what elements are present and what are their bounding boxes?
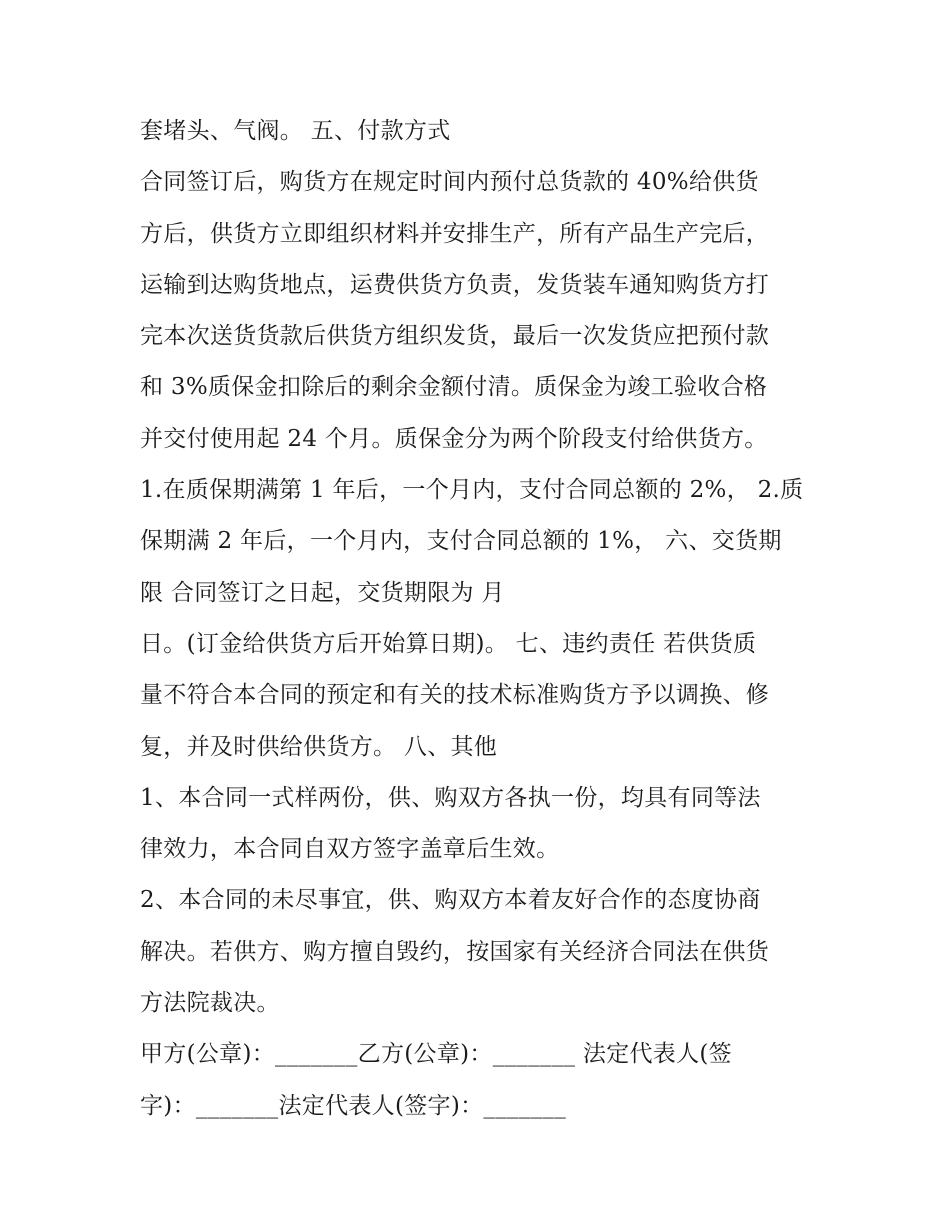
text-line: 限 合同签订之日起，交货期限为 月 — [140, 579, 505, 606]
text-line: 日。(订金给供货方后开始算日期)。 七、违约责任 若供货质 — [140, 630, 757, 657]
text-line: 1.在质保期满第 1 年后，一个月内，支付合同总额的 2%， 2.质 — [140, 477, 804, 504]
text-line: 套堵头、气阀。 五、付款方式 — [140, 118, 451, 144]
text-line: 和 3%质保金扣除后的剩余金额付清。质保金为竣工验收合格 — [140, 374, 768, 401]
signature-line: 字)：_______法定代表人(签字)：_______ — [140, 1092, 567, 1119]
text-line: 完本次送货货款后供货方组织发货，最后一次发货应把预付款 — [140, 323, 770, 350]
text-line: 方法院裁决。 — [140, 990, 280, 1017]
text-line: 合同签订后，购货方在规定时间内预付总货款的 40%给供货 — [140, 169, 759, 196]
text-line: 1、本合同一式样两份，供、购双方各执一份，均具有同等法 — [140, 784, 761, 811]
text-line: 律效力，本合同自双方签字盖章后生效。 — [140, 836, 560, 863]
text-line: 量不符合本合同的预定和有关的技术标准购货方予以调换、修 — [140, 682, 770, 709]
text-line: 2、本合同的未尽事宜，供、购双方本着友好合作的态度协商 — [140, 887, 761, 914]
document-body — [140, 106, 830, 1132]
text-line: 运输到达购货地点，运费供货方负责，发货装车通知购货方打 — [140, 271, 770, 298]
text-line: 复，并及时供给供货方。 八、其他 — [140, 733, 498, 760]
signature-line: 甲方(公章)：_______乙方(公章)：_______ 法定代表人(签 — [140, 1041, 732, 1068]
text-line: 保期满 2 年后，一个月内，支付合同总额的 1%， 六、交货期 — [140, 528, 782, 555]
text-line: 解决。若供方、购方擅自毁约，按国家有关经济合同法在供货 — [140, 938, 770, 965]
text-line: 并交付使用起 24 个月。质保金分为两个阶段支付给供货方。 — [140, 425, 768, 452]
text-line: 方后，供货方立即组织材料并安排生产，所有产品生产完后， — [140, 220, 770, 247]
